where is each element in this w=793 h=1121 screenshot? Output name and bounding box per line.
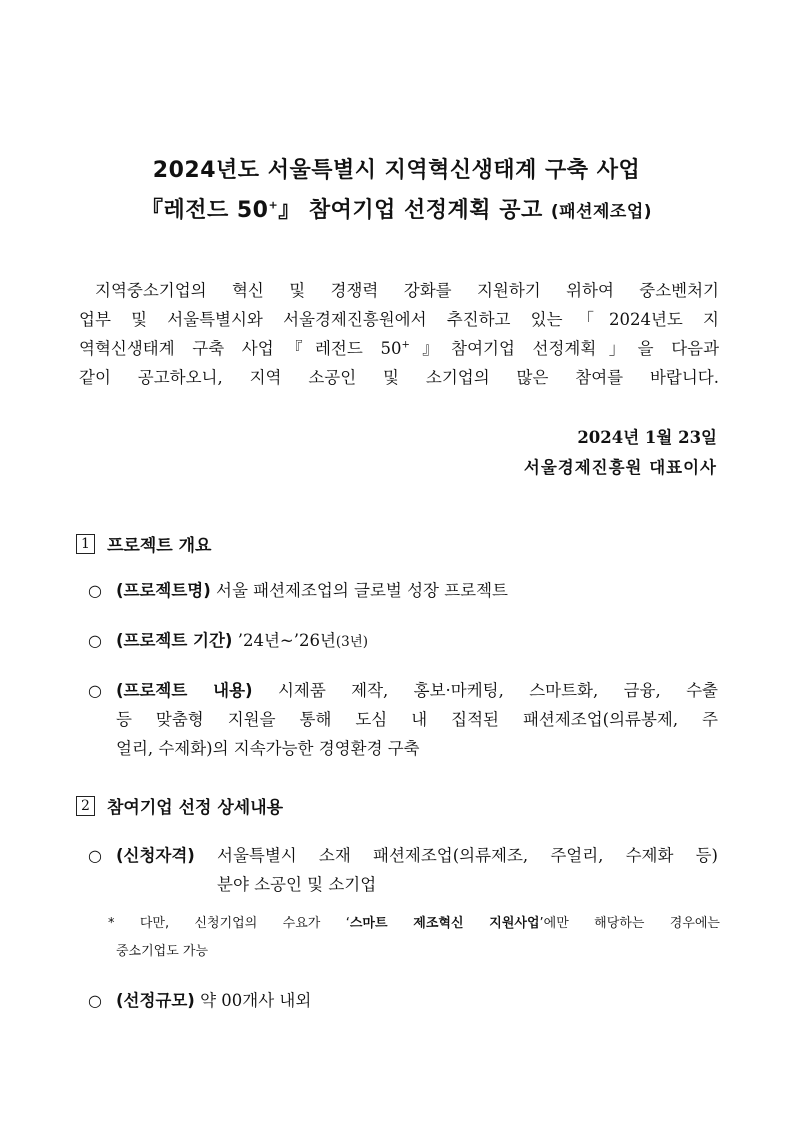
note-cont: 중소기업도 가능	[116, 944, 209, 959]
note-emphasis: 스마트 제조혁신 지원사업	[349, 916, 540, 931]
item-text: 시제품 제작, 홍보·마케팅, 스마트화, 금융, 수출	[252, 681, 718, 700]
note-part-c: ’에만 해당하는 경우에는	[539, 916, 720, 931]
title-part-b: 』 참여기업 선정계획 공고	[278, 198, 551, 223]
intro-line3-a: 역혁신생태계 구축 사업『레전드 50	[79, 339, 402, 358]
list-item	[88, 676, 718, 763]
item-label: (신청자격)	[116, 846, 195, 865]
document-title-line2	[0, 193, 793, 224]
note-part-a: * 다만, 신청기업의 수요가 ‘	[108, 916, 350, 931]
list-item	[88, 841, 718, 899]
circle-bullet-icon: ○	[88, 991, 102, 1010]
item-text-cont: 분야 소공인 및 소기업	[217, 875, 377, 894]
section1-heading	[76, 531, 211, 556]
announcement-date: 2024년 1월 23일	[577, 428, 717, 447]
intro-superscript: +	[401, 339, 410, 351]
item-label: (프로젝트 기간)	[116, 631, 233, 650]
intro-line3-b: 』참여기업 선정계획」을 다음과	[409, 339, 720, 358]
item-text-small: (3년)	[335, 634, 369, 650]
circle-bullet-icon: ○	[88, 581, 102, 600]
item-label: (프로젝트 내용)	[116, 681, 253, 700]
title-part-c: (패션제조업)	[550, 202, 653, 222]
section1-number-box: 1	[76, 534, 95, 554]
document-title-line1: 2024년도 서울특별시 지역혁신생태계 구축 사업	[152, 158, 641, 183]
item-text-cont: 얼리, 수제화)의 지속가능한 경영환경 구축	[116, 739, 420, 758]
section2-title: 참여기업 선정 상세내용	[107, 798, 284, 818]
item-text: 서울특별시 소재 패션제조업(의류제조, 주얼리, 수제화 등)	[194, 846, 718, 865]
item-text: ’24년~’26년	[232, 631, 336, 650]
intro-line: 업부 및 서울특별시와 서울경제진흥원에서 추진하고 있는「2024년도 지	[79, 310, 719, 329]
section1-title: 프로젝트 개요	[107, 536, 212, 556]
section2-heading	[76, 793, 283, 818]
list-item	[88, 986, 718, 1015]
item-label: (프로젝트명)	[116, 581, 211, 600]
item-text-cont: 등 맞춤형 지원을 통해 도심 내 집적된 패션제조업(의류봉제, 주	[116, 710, 718, 729]
list-item	[88, 626, 718, 657]
circle-bullet-icon: ○	[88, 631, 102, 650]
title-part-a: 『레전드 50	[140, 198, 269, 223]
issuer-name: 서울경제진흥원 대표이사	[523, 458, 717, 477]
section2-number-box: 2	[76, 796, 95, 816]
intro-line: 지역중소기업의 혁신 및 경쟁력 강화를 지원하기 위하여 중소벤처기	[95, 281, 719, 300]
intro-paragraph	[79, 276, 719, 392]
footnote	[108, 910, 720, 966]
item-label: (선정규모)	[116, 991, 195, 1010]
item-text: 서울 패션제조업의 글로벌 성장 프로젝트	[210, 581, 508, 600]
circle-bullet-icon: ○	[88, 846, 102, 865]
circle-bullet-icon: ○	[88, 681, 102, 700]
list-item	[88, 576, 718, 605]
intro-line	[79, 334, 719, 363]
intro-line: 같이 공고하오니, 지역 소공인 및 소기업의 많은 참여를 바랍니다.	[79, 368, 719, 387]
item-text: 약 00개사 내외	[194, 991, 312, 1010]
title-superscript: +	[268, 198, 279, 212]
